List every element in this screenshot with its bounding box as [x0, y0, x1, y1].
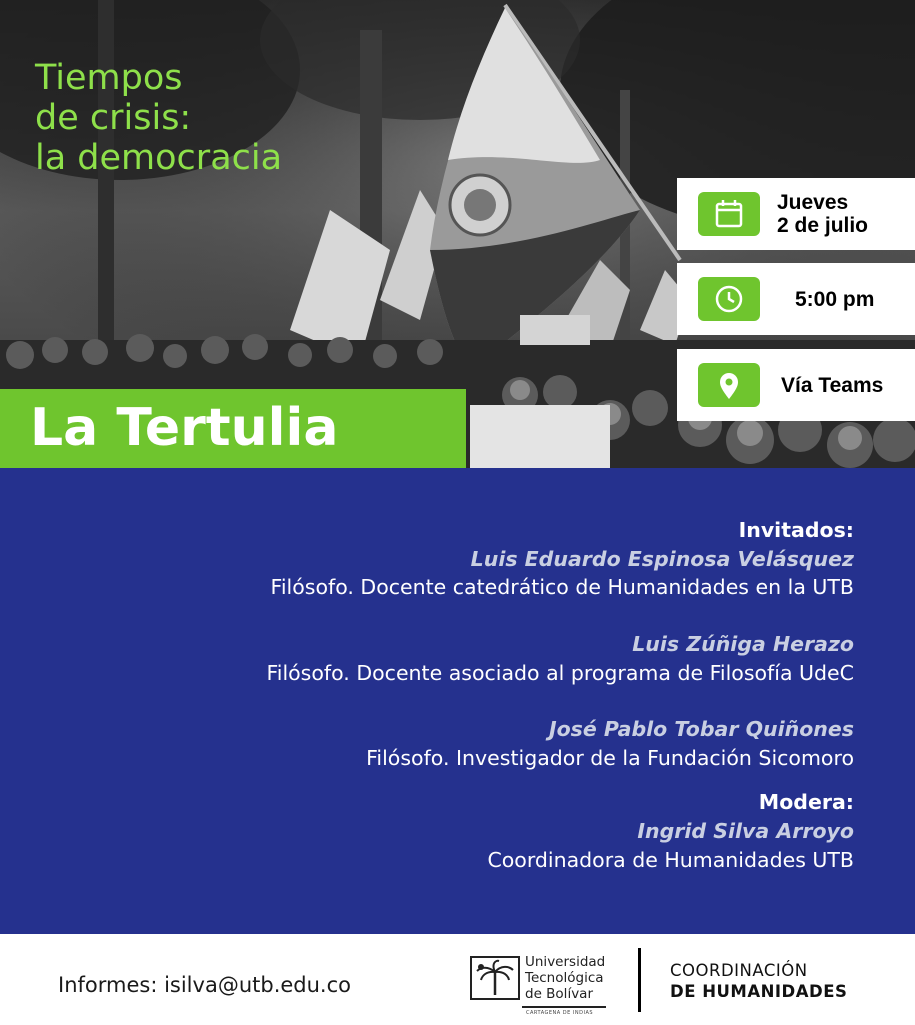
event-title-line-3: la democracia	[35, 138, 283, 178]
time-card	[677, 263, 915, 335]
location-pin-icon	[698, 363, 760, 407]
series-banner	[0, 389, 466, 468]
university-name-line-2: Tecnológica	[525, 970, 604, 986]
date-card	[677, 178, 915, 250]
palm-tree-icon	[472, 958, 518, 998]
guest-1-role: Filósofo. Docente catedrático de Humanidades en la UTB	[270, 575, 854, 599]
date-weekday: Jueves	[777, 191, 849, 214]
calendar-icon	[698, 192, 760, 236]
series-name: La Tertulia	[30, 398, 339, 458]
university-name	[525, 954, 605, 1002]
university-name-line-1: Universidad	[525, 954, 606, 970]
university-name-line-3: de Bolívar	[525, 986, 594, 1002]
event-title-line-1: Tiempos	[35, 58, 183, 98]
place-card	[677, 349, 915, 421]
contact-info: Informes: isilva@utb.edu.co	[58, 973, 351, 997]
time-text: 5:00 pm	[795, 288, 875, 311]
speakers-panel	[0, 468, 915, 934]
guest-2-role: Filósofo. Docente asociado al programa de Filosofía UdeC	[266, 661, 854, 685]
department-line-2: DE HUMANIDADES	[670, 982, 848, 1001]
place-icon-box	[698, 363, 760, 407]
university-logo-emblem	[470, 956, 520, 1000]
guest-1-name: Luis Eduardo Espinosa Velásquez	[470, 547, 854, 571]
guests-heading: Invitados:	[738, 518, 854, 542]
event-title-line-2: de crisis:	[35, 98, 192, 138]
event-title	[35, 58, 355, 178]
date-text	[777, 191, 868, 237]
time-icon-box	[698, 277, 760, 321]
place-text: Vía Teams	[781, 374, 884, 397]
logo-rule	[522, 1006, 606, 1008]
moderator-name: Ingrid Silva Arroyo	[637, 819, 854, 843]
department-line-1: COORDINACIÓN	[670, 961, 808, 980]
moderator-heading: Modera:	[758, 790, 854, 814]
clock-icon	[698, 277, 760, 321]
guest-3-name: José Pablo Tobar Quiñones	[548, 717, 854, 741]
date-day: 2 de julio	[777, 214, 869, 237]
university-city: CARTAGENA DE INDIAS	[526, 1010, 594, 1016]
guest-2-name: Luis Zúñiga Herazo	[632, 632, 854, 656]
date-icon-box	[698, 192, 760, 236]
department-name	[670, 960, 847, 1002]
footer	[0, 934, 915, 1025]
moderator-role: Coordinadora de Humanidades UTB	[487, 848, 854, 872]
guest-3-role: Filósofo. Investigador de la Fundación Sicomoro	[366, 746, 854, 770]
footer-divider	[638, 948, 641, 1012]
